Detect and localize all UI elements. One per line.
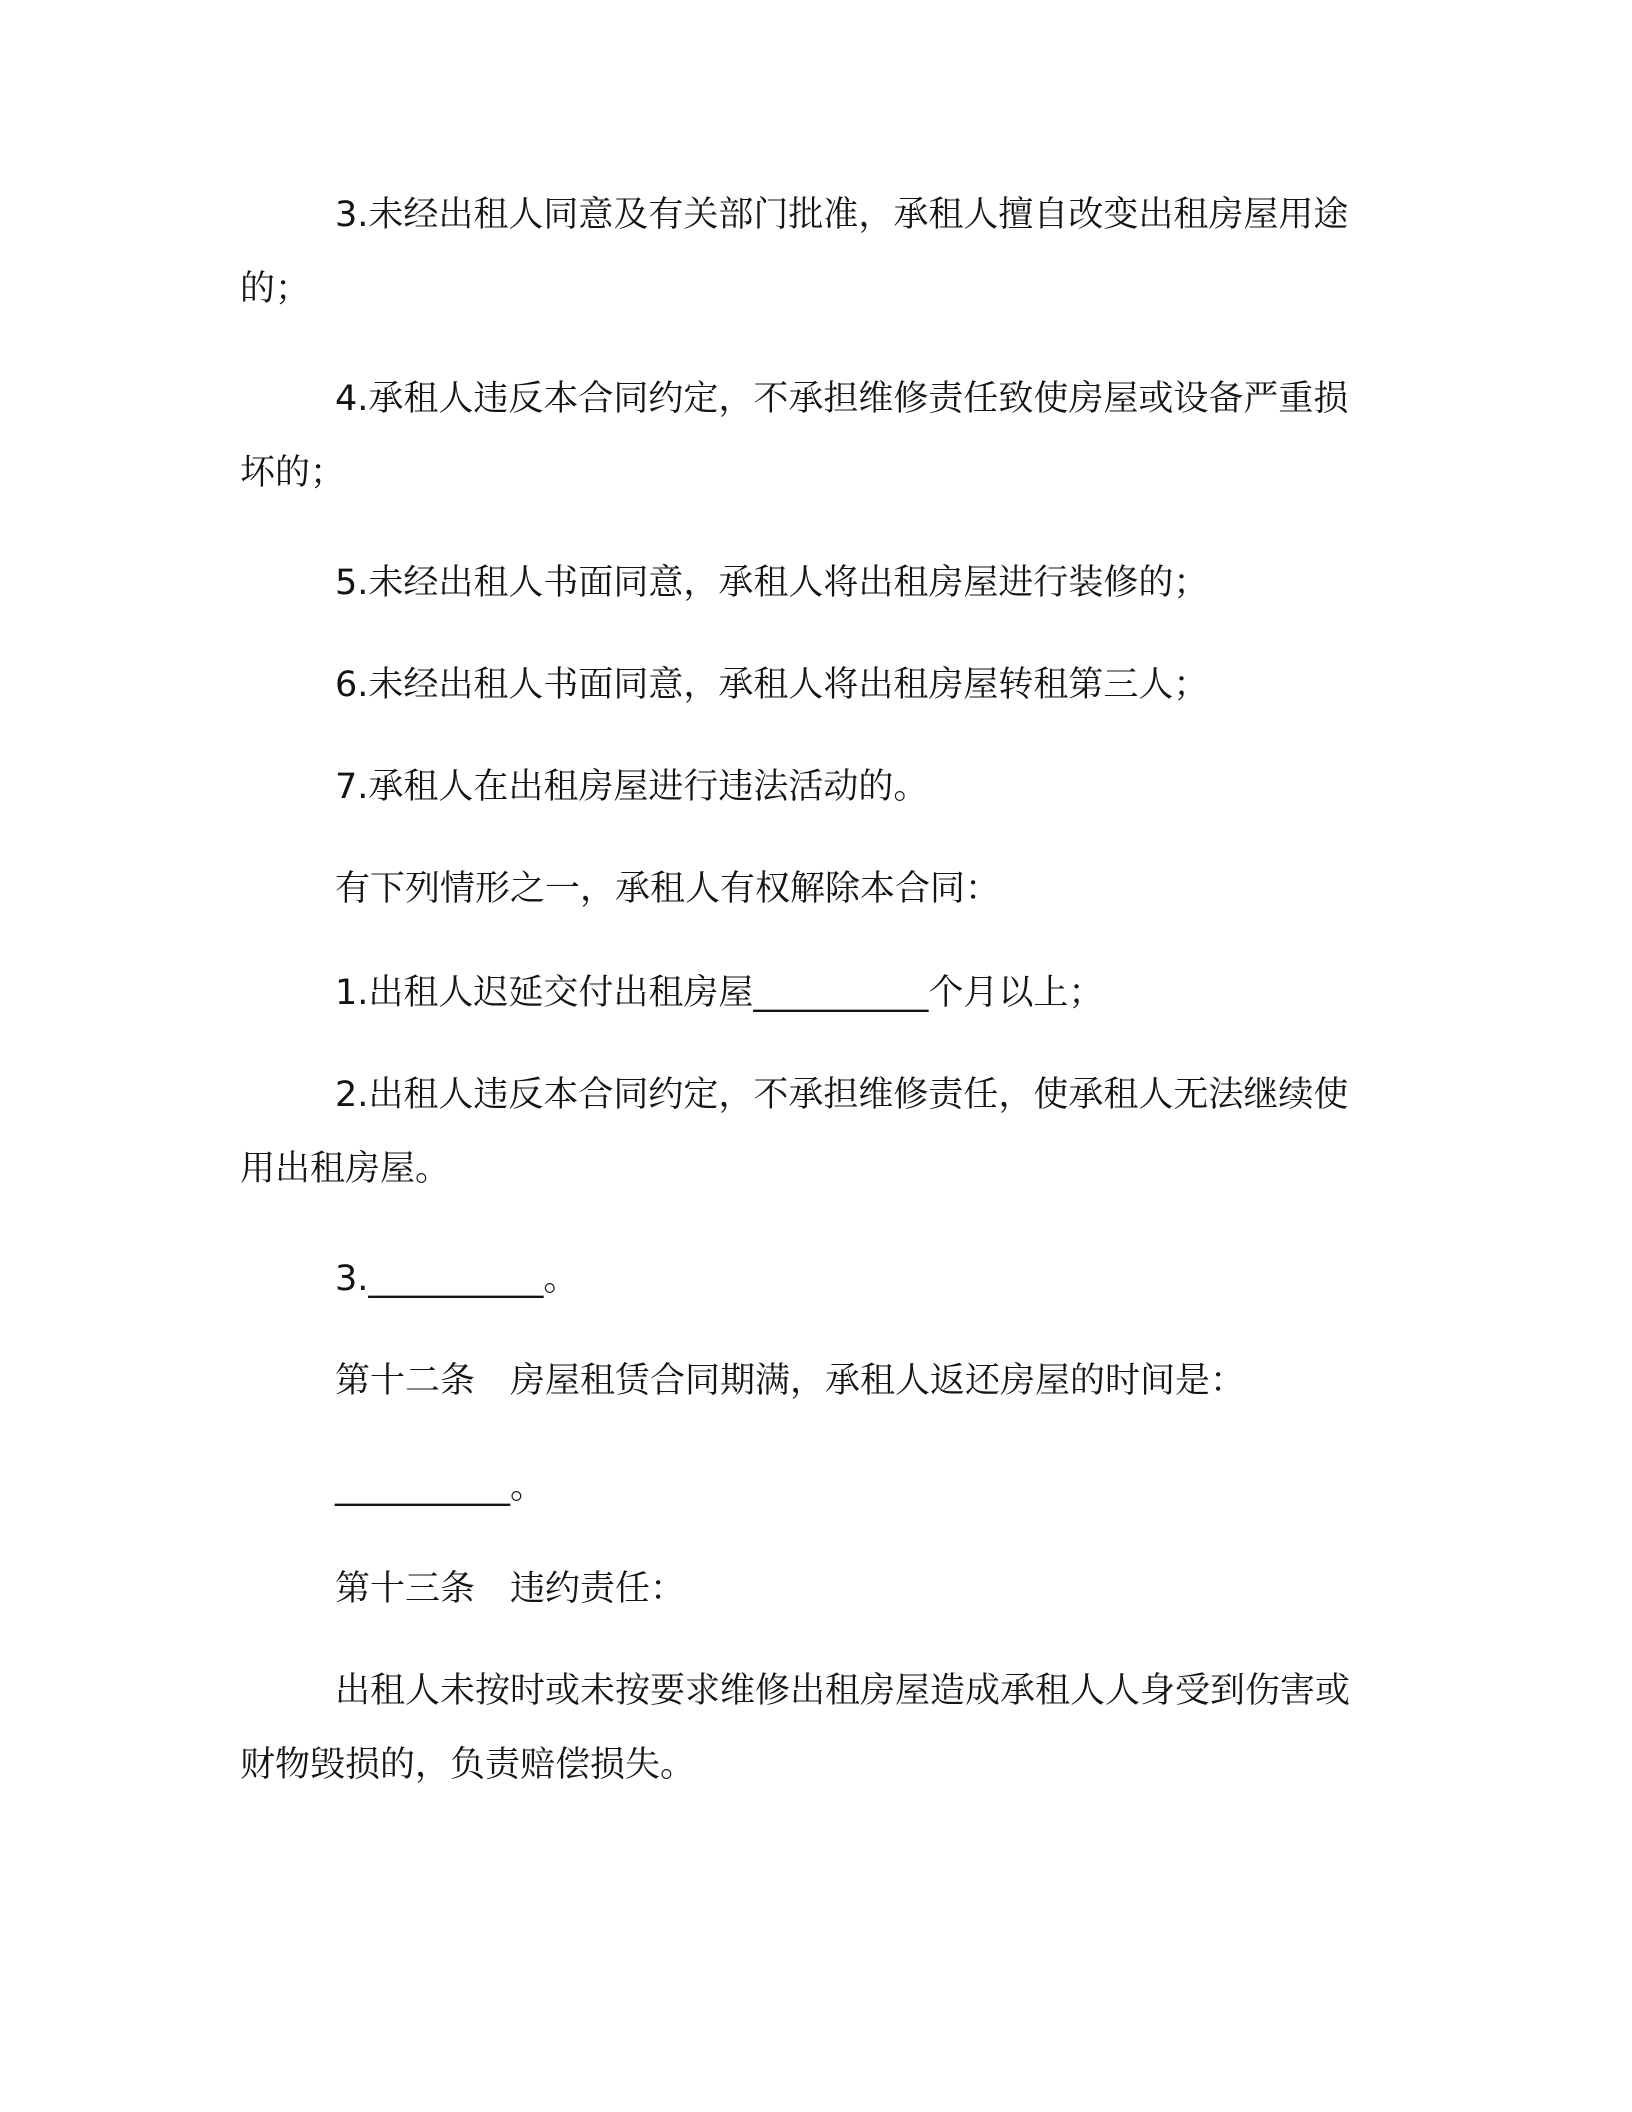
- clause-item-6-sublet: 6.未经出租人书面同意，承租人将出租房屋转租第三人；: [335, 665, 1209, 705]
- tenant-termination-intro: 有下列情形之一，承租人有权解除本合同：: [335, 869, 1001, 909]
- article-13-landlord-liability: 出租人未按时或未按要求维修出租房屋造成承租人人身受到伤害或财物毁损的，负责赔偿损失。: [240, 1671, 1351, 1785]
- clause-item-5-renovation: 5.未经出租人书面同意，承租人将出租房屋进行装修的；: [335, 563, 1209, 603]
- article-13-heading: 第十三条 违约责任：: [335, 1569, 686, 1609]
- clause-item-7-illegal-activity: 7.承租人在出租房屋进行违法活动的。: [335, 767, 929, 807]
- tenant-termination-item-1: 1.出租人迟延交付出租房屋__________个月以上；: [335, 973, 1104, 1013]
- article-12-heading: 第十二条 房屋租赁合同期满，承租人返还房屋的时间是：: [335, 1361, 1246, 1401]
- tenant-termination-item-2: 2.出租人违反本合同约定，不承担维修责任，使承租人无法继续使用出租房屋。: [240, 1075, 1349, 1189]
- tenant-termination-item-3: 3.__________。: [335, 1259, 579, 1299]
- article-12-return-time-blank: __________。: [335, 1467, 546, 1507]
- clause-item-4-damage: 4.承租人违反本合同约定，不承担维修责任致使房屋或设备严重损坏的；: [240, 379, 1349, 493]
- clause-item-3-unauthorized-use-change: 3.未经出租人同意及有关部门批准，承租人擅自改变出租房屋用途的；: [240, 195, 1349, 309]
